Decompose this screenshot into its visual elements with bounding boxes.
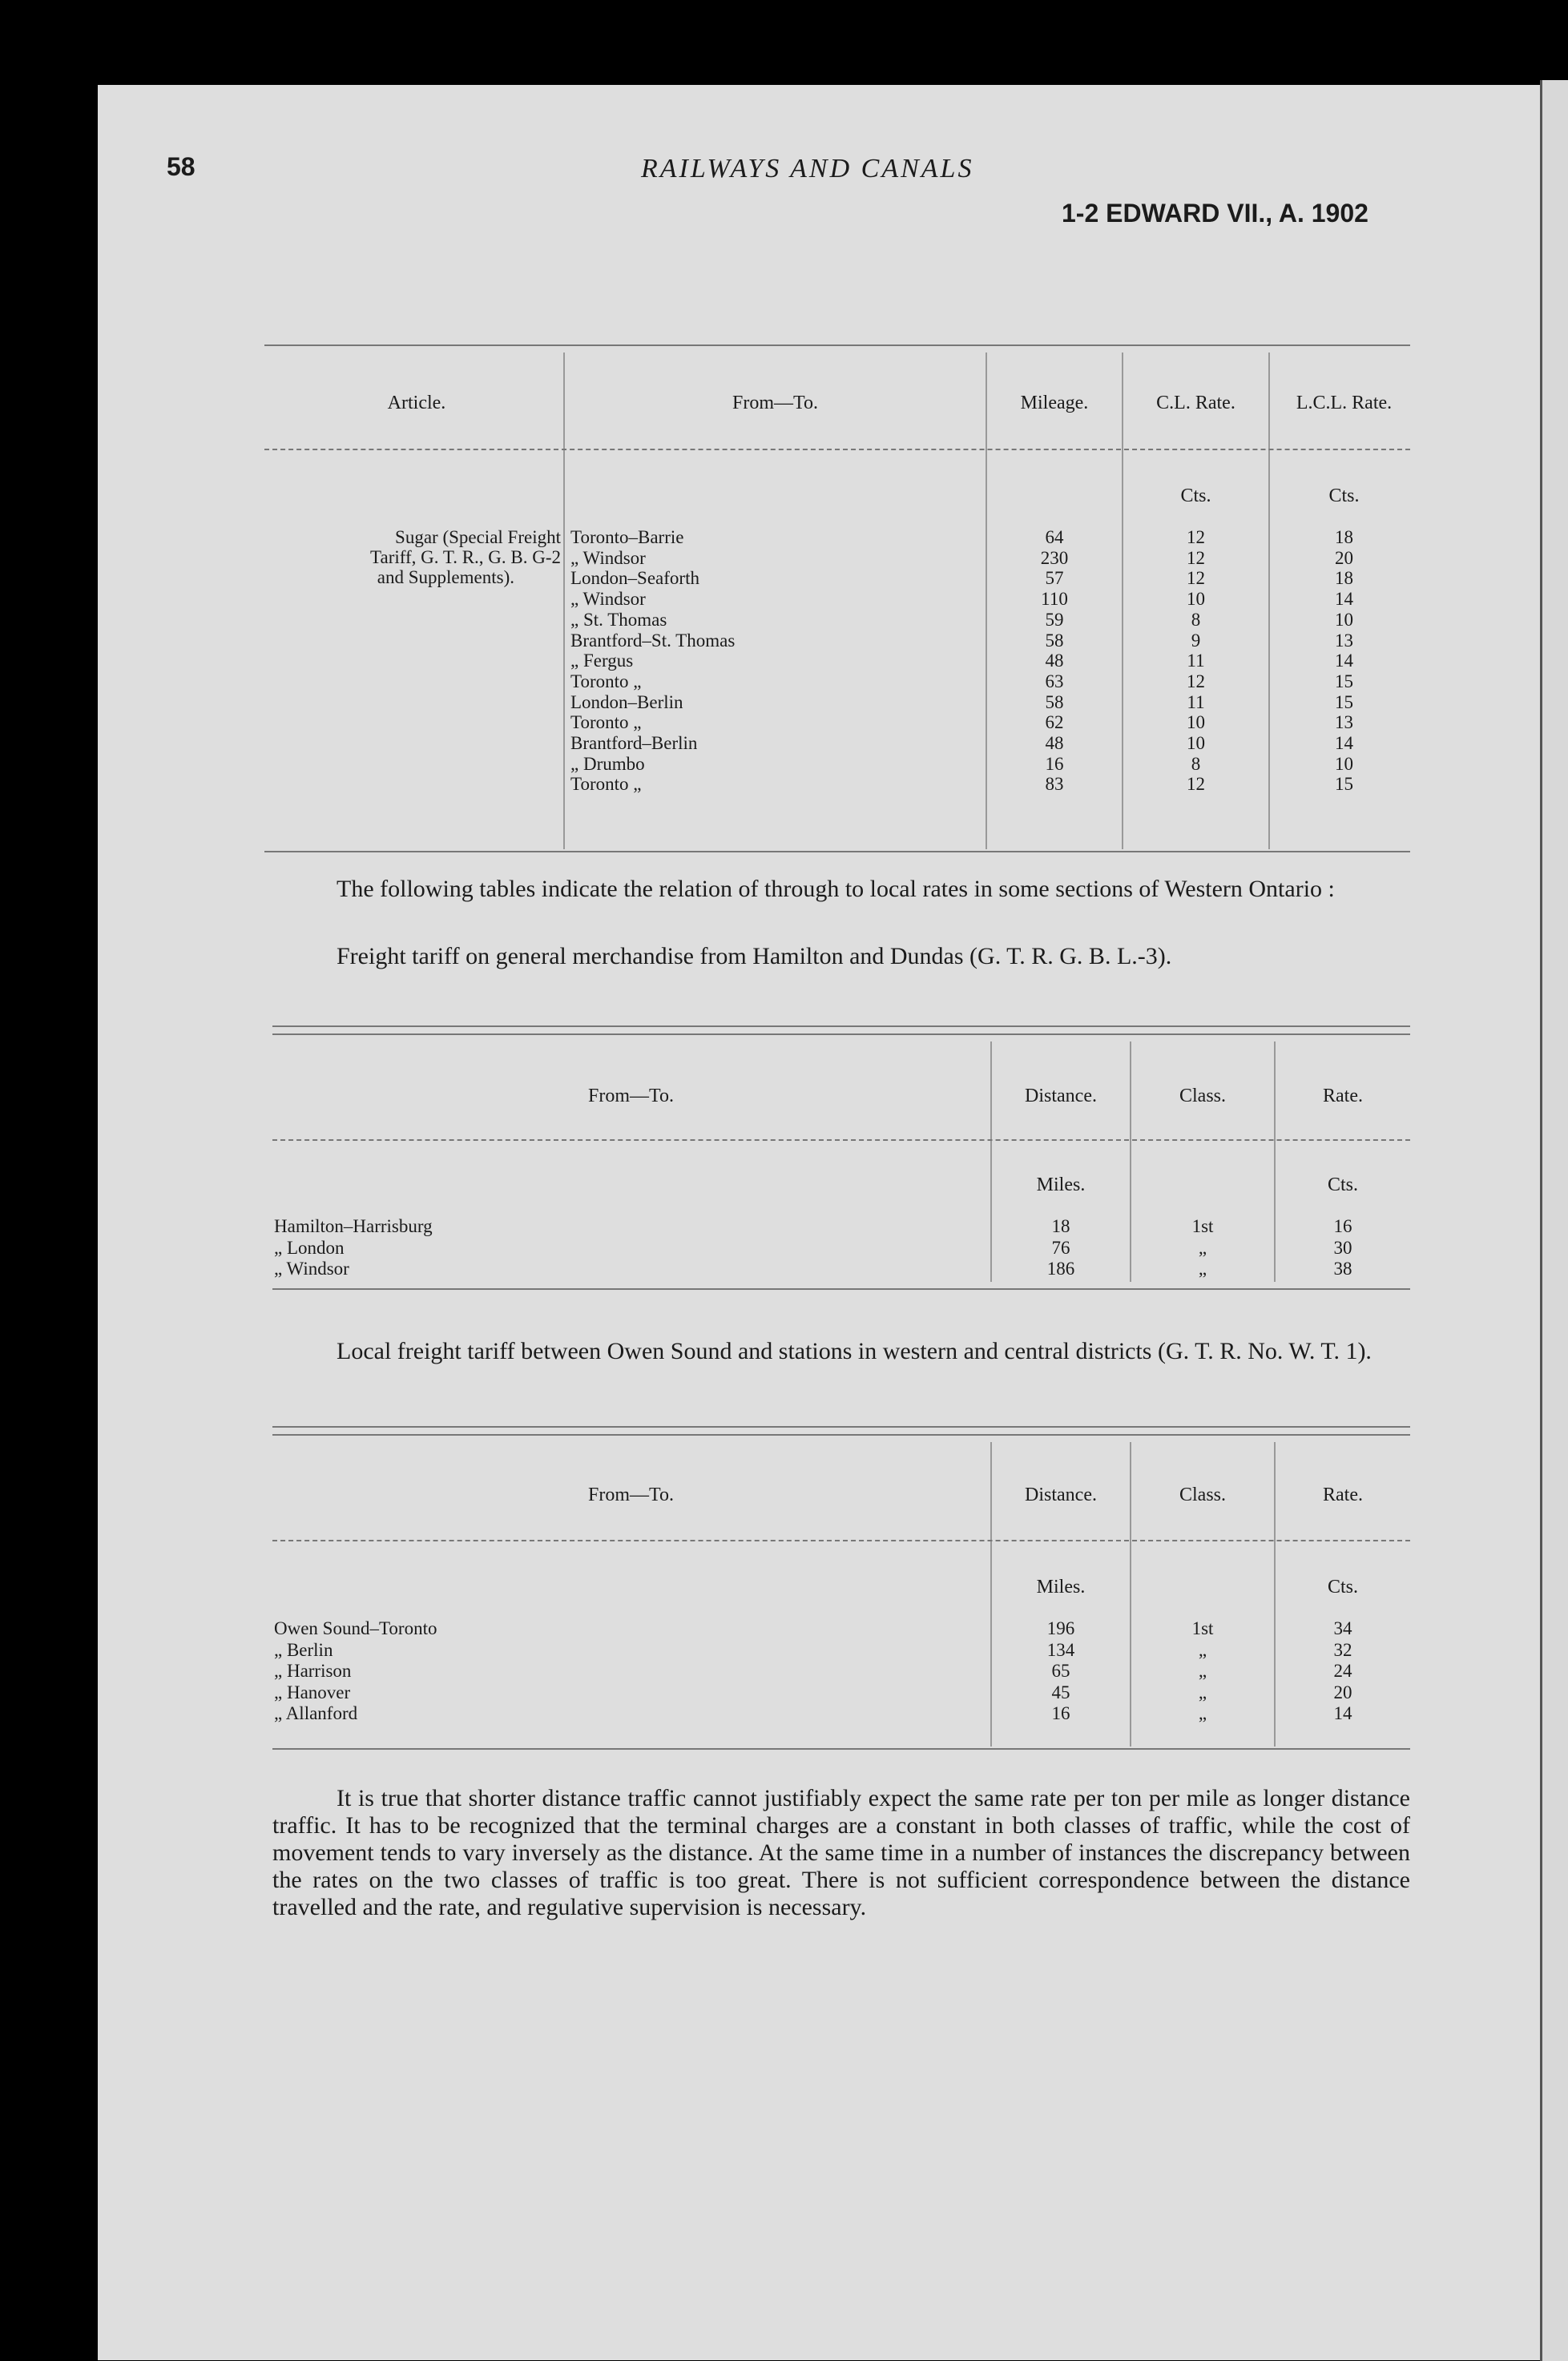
route-cell: „ St. Thomas xyxy=(570,609,667,630)
lcl-rate-cell: 10 xyxy=(1335,609,1353,630)
mileage-cell: 62 xyxy=(1045,712,1064,733)
lcl-rate-cell: 14 xyxy=(1335,651,1353,671)
unit-label: Cts. xyxy=(1327,1174,1358,1195)
route-cell: Toronto „ xyxy=(570,712,642,733)
cl-rate-cell: 10 xyxy=(1187,712,1205,733)
distance-cell: 45 xyxy=(1051,1682,1070,1702)
distance-cell: 134 xyxy=(1046,1639,1075,1660)
class-cell: „ xyxy=(1198,1661,1207,1681)
route-cell: „ Windsor xyxy=(274,1259,349,1279)
cl-rate-cell: 8 xyxy=(1191,609,1201,630)
unit-label: Cts. xyxy=(1328,485,1360,506)
paragraph: The following tables indicate the relation of through to local rates in some sections of Western Ontario : xyxy=(337,876,1335,902)
route-cell: Brantford–Berlin xyxy=(570,733,698,753)
route-cell: Hamilton–Harrisburg xyxy=(274,1216,433,1236)
table-rule xyxy=(272,1139,1410,1141)
column-header: Article. xyxy=(387,393,446,413)
class-cell: „ xyxy=(1198,1259,1207,1279)
table-rule xyxy=(264,449,1410,450)
table-rule xyxy=(264,344,1410,346)
column-divider xyxy=(563,353,565,849)
mileage-cell: 63 xyxy=(1045,671,1064,691)
class-cell: 1st xyxy=(1191,1618,1214,1638)
cl-rate-cell: 10 xyxy=(1187,733,1205,753)
mileage-cell: 230 xyxy=(1040,547,1069,568)
mileage-cell: 16 xyxy=(1045,753,1064,774)
article-line: and Supplements). xyxy=(377,567,514,587)
distance-cell: 16 xyxy=(1051,1703,1070,1723)
cl-rate-cell: 11 xyxy=(1187,651,1205,671)
lcl-rate-cell: 18 xyxy=(1335,527,1353,547)
rate-cell: 20 xyxy=(1333,1682,1352,1702)
route-cell: London–Berlin xyxy=(570,691,683,712)
article-line: Tariff, G. T. R., G. B. G-2 xyxy=(370,547,561,567)
mileage-cell: 57 xyxy=(1045,568,1064,589)
mileage-cell: 83 xyxy=(1045,774,1064,795)
distance-cell: 76 xyxy=(1051,1237,1070,1258)
column-header: From—To. xyxy=(588,1086,674,1106)
mileage-cell: 58 xyxy=(1045,630,1064,651)
table-rule xyxy=(264,851,1410,852)
lcl-rate-cell: 14 xyxy=(1335,733,1353,753)
lcl-rate-cell: 10 xyxy=(1335,753,1353,774)
column-header: Rate. xyxy=(1323,1485,1363,1505)
column-header: From—To. xyxy=(732,393,818,413)
cl-rate-cell: 12 xyxy=(1187,568,1205,589)
article-cell xyxy=(264,527,561,587)
distance-cell: 186 xyxy=(1046,1259,1075,1279)
route-cell: „ Berlin xyxy=(274,1639,333,1660)
table-rule xyxy=(272,1434,1410,1436)
route-cell: Owen Sound–Toronto xyxy=(274,1618,437,1638)
route-cell: „ Hanover xyxy=(274,1682,351,1702)
route-cell: „ Allanford xyxy=(274,1703,358,1723)
column-header: Rate. xyxy=(1323,1086,1363,1106)
table-rule xyxy=(272,1025,1410,1027)
route-cell: „ Harrison xyxy=(274,1661,352,1681)
lcl-rate-cell: 15 xyxy=(1335,671,1353,691)
route-cell: „ Windsor xyxy=(570,589,646,610)
unit-label: Miles. xyxy=(1036,1174,1086,1195)
column-header: Distance. xyxy=(1025,1485,1097,1505)
column-header: L.C.L. Rate. xyxy=(1296,393,1393,413)
rate-cell: 32 xyxy=(1333,1639,1352,1660)
table-rule xyxy=(272,1540,1410,1541)
route-cell: Toronto–Barrie xyxy=(570,527,684,547)
rate-cell: 14 xyxy=(1333,1703,1352,1723)
class-cell: „ xyxy=(1198,1639,1207,1660)
distance-cell: 196 xyxy=(1046,1618,1075,1638)
paragraph: Local freight tariff between Owen Sound and stations in western and central districts (G. T. R. No. W. T. 1). xyxy=(337,1338,1372,1364)
route-cell: „ London xyxy=(274,1237,345,1258)
rate-cell: 16 xyxy=(1333,1216,1352,1236)
lcl-rate-cell: 15 xyxy=(1335,774,1353,795)
column-header: Distance. xyxy=(1025,1086,1097,1106)
mileage-cell: 48 xyxy=(1045,651,1064,671)
rate-cell: 30 xyxy=(1333,1237,1352,1258)
cl-rate-cell: 12 xyxy=(1187,527,1205,547)
cl-rate-cell: 12 xyxy=(1187,774,1205,795)
article-line: Sugar (Special Freight xyxy=(395,527,561,547)
lcl-rate-cell: 14 xyxy=(1335,589,1353,610)
page-edge xyxy=(1540,80,1568,2361)
column-header: From—To. xyxy=(588,1485,674,1505)
cl-rate-cell: 10 xyxy=(1187,589,1205,610)
lcl-rate-cell: 20 xyxy=(1335,547,1353,568)
route-cell: Brantford–St. Thomas xyxy=(570,630,736,651)
cl-rate-cell: 9 xyxy=(1191,630,1201,651)
unit-label: Cts. xyxy=(1180,485,1211,506)
route-cell: London–Seaforth xyxy=(570,568,699,589)
unit-label: Miles. xyxy=(1036,1577,1086,1598)
class-cell: „ xyxy=(1198,1237,1207,1258)
column-header: Mileage. xyxy=(1020,393,1089,413)
lcl-rate-cell: 13 xyxy=(1335,712,1353,733)
distance-cell: 65 xyxy=(1051,1661,1070,1681)
rate-cell: 38 xyxy=(1333,1259,1352,1279)
column-header: C.L. Rate. xyxy=(1156,393,1235,413)
class-cell: 1st xyxy=(1191,1216,1214,1236)
rate-cell: 34 xyxy=(1333,1618,1352,1638)
table-rule xyxy=(272,1288,1410,1290)
table-rule xyxy=(272,1426,1410,1428)
lcl-rate-cell: 15 xyxy=(1335,691,1353,712)
mileage-cell: 64 xyxy=(1045,527,1064,547)
column-header: Class. xyxy=(1179,1086,1226,1106)
cl-rate-cell: 12 xyxy=(1187,671,1205,691)
route-cell: „ Drumbo xyxy=(570,753,645,774)
page-number: 58 xyxy=(167,152,195,181)
distance-cell: 18 xyxy=(1051,1216,1070,1236)
lcl-rate-cell: 18 xyxy=(1335,568,1353,589)
route-cell: Toronto „ xyxy=(570,774,642,795)
cl-rate-cell: 8 xyxy=(1191,753,1201,774)
mileage-cell: 48 xyxy=(1045,733,1064,753)
mileage-cell: 110 xyxy=(1041,589,1068,610)
paragraph: It is true that shorter distance traffic cannot justifiably expect the same rate per ton per mile as longer distance traffic. It has to be recognized that the terminal charges are a constant in both classes of traffic, while the cost of movement tends to vary inversely as the distance. At the same time in a number of instances the discrepancy between the rates on the two classes of traffic is too great. There is not sufficient correspondence between the distance travelled and the rate, and regulative supervision is necessary. xyxy=(272,1785,1410,1920)
cl-rate-cell: 11 xyxy=(1187,691,1205,712)
column-header: Class. xyxy=(1179,1485,1226,1505)
table-rule xyxy=(272,1033,1410,1035)
route-cell: „ Windsor xyxy=(570,547,646,568)
unit-label: Cts. xyxy=(1327,1577,1358,1598)
session-label: 1-2 EDWARD VII., A. 1902 xyxy=(1062,199,1368,228)
route-cell: Toronto „ xyxy=(570,671,642,691)
rate-cell: 24 xyxy=(1333,1661,1352,1681)
cl-rate-cell: 12 xyxy=(1187,547,1205,568)
route-cell: „ Fergus xyxy=(570,651,634,671)
running-title: RAILWAYS AND CANALS xyxy=(641,154,974,183)
mileage-cell: 58 xyxy=(1045,691,1064,712)
table-rule xyxy=(272,1748,1410,1750)
class-cell: „ xyxy=(1198,1682,1207,1702)
paragraph: Freight tariff on general merchandise from Hamilton and Dundas (G. T. R. G. B. L.-3). xyxy=(337,943,1172,969)
class-cell: „ xyxy=(1198,1703,1207,1723)
lcl-rate-cell: 13 xyxy=(1335,630,1353,651)
mileage-cell: 59 xyxy=(1045,609,1064,630)
